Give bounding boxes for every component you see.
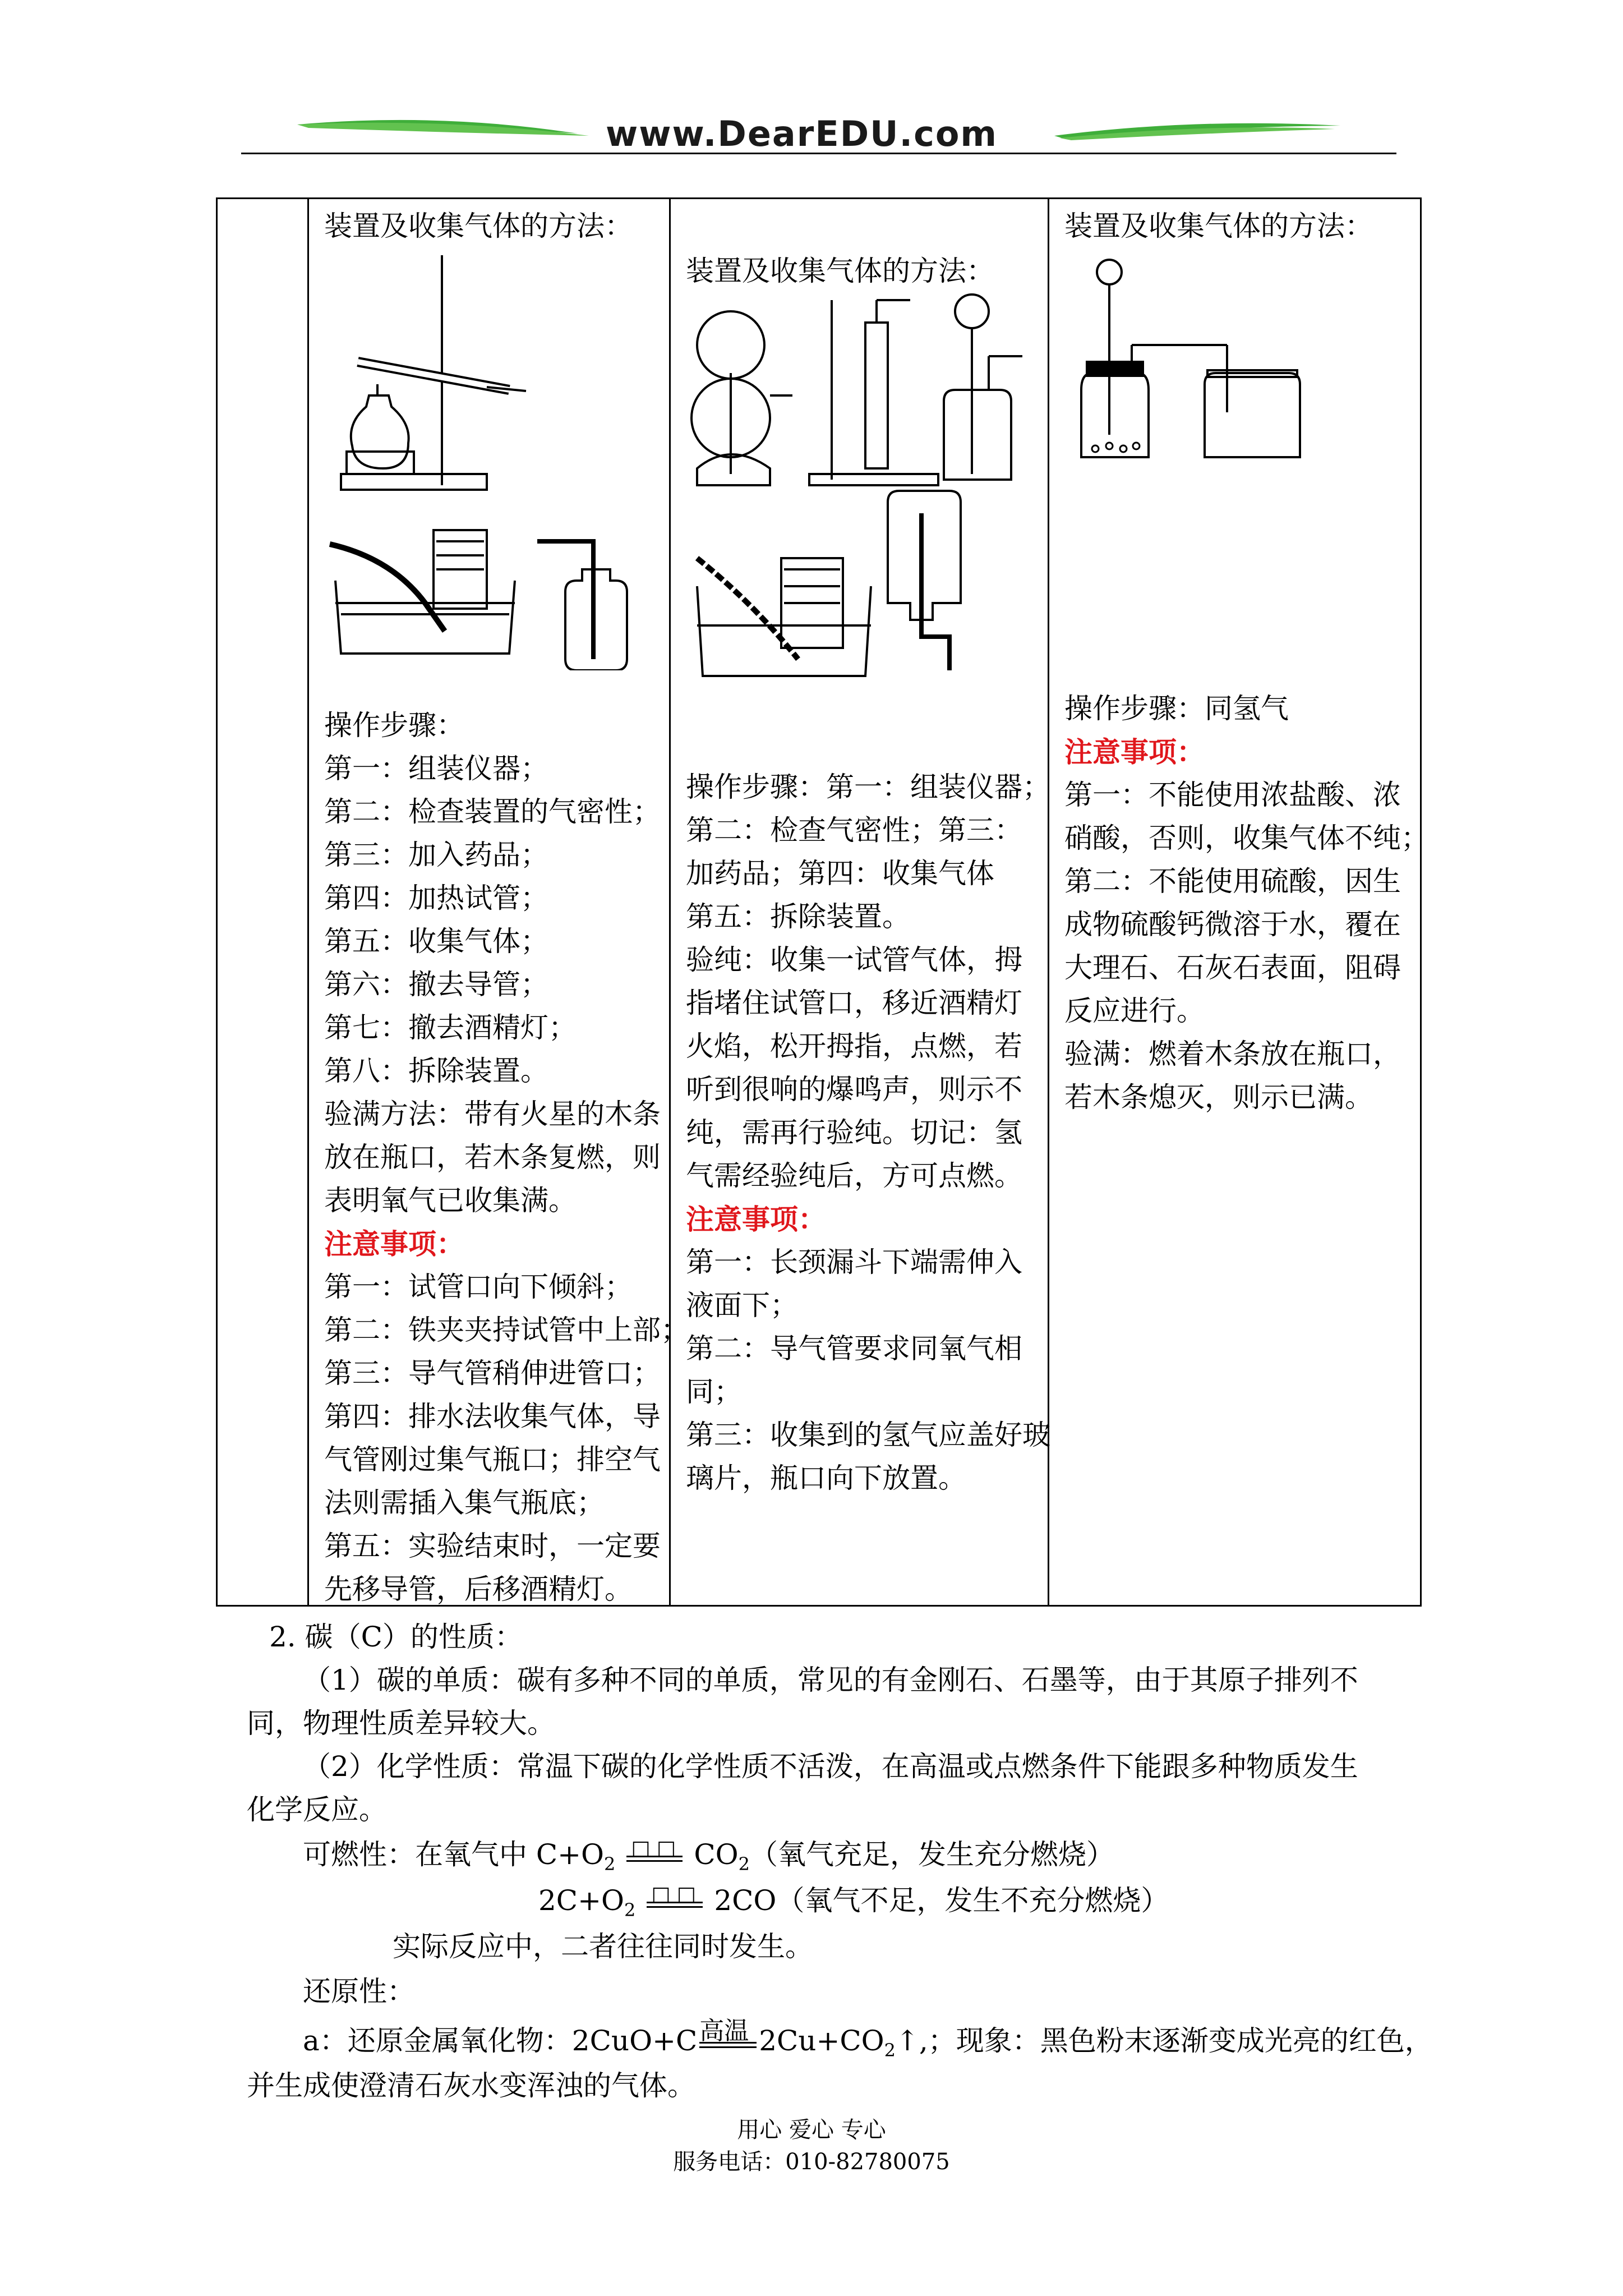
col3-note: 第二：不能使用硫酸，因生 [1064,865,1401,898]
col1-title: 装置及收集气体的方法： [324,210,633,242]
eq3-tail: ↑,；现象：黑色粉末逐渐变成光亮的红色， [896,2024,1433,2057]
equation-combustion-partial [538,1879,1169,1932]
col2-note: 同； [686,1375,742,1408]
col2-purity: 指堵住试管口，移近酒精灯 [686,987,1022,1019]
col1-note: 第二：铁夹夹持试管中上部； [324,1314,689,1346]
eq2-product: 2CO [714,1884,777,1917]
eq1-product: CO [694,1838,739,1871]
hydrogen-apparatus-figure [686,289,1045,726]
col2-note: 第一：长颈漏斗下端需伸入 [686,1246,1022,1278]
col2-note: 第三：收集到的氢气应盖好玻 [686,1419,1050,1451]
eq2-prefix: 2C+O [538,1884,624,1917]
eq1-arrow [615,1837,694,1868]
footer-phone: 服务电话：010-82780075 [673,2149,950,2175]
eq1-condition: □ □ [631,1837,676,1860]
eq2-note: （氧气不足，发生不充分燃烧） [776,1884,1169,1917]
column-divider [307,199,309,1605]
paragraph: 同，物理性质差异较大。 [247,1707,555,1740]
col1-step: 第四：加热试管； [324,882,548,914]
col2-note: 第二：导气管要求同氧气相 [686,1332,1022,1365]
eq1-subscript: 2 [604,1853,616,1875]
eq1-prefix: 可燃性：在氧气中 C+O [303,1838,605,1871]
paragraph: 并生成使澄清石灰水变浑浊的气体。 [247,2069,695,2102]
col2-step: 第二：检查气密性；第三： [686,814,1022,846]
paragraph: 还原性： [303,1975,415,2008]
col1-note: 第三：导气管稍伸进管口； [324,1357,661,1389]
col3-step: 操作步骤：同氢气 [1064,692,1289,725]
col3-note: 大理石、石灰石表面，阻碍 [1064,951,1401,984]
col3-title: 装置及收集气体的方法： [1064,210,1373,242]
eq3-arrow [697,2017,759,2054]
col1-steps-title: 操作步骤： [324,709,464,742]
header-rule [241,153,1396,154]
col3-note: 第一：不能使用浓盐酸、浓 [1064,779,1401,811]
footer-slogan: 用心 爱心 专心 [737,2117,886,2143]
col2-step: 操作步骤：第一：组装仪器； [686,771,1050,803]
col1-step: 第三：加入药品； [324,839,548,871]
col1-note: 气管刚过集气瓶口；排空气 [324,1443,661,1476]
col1-step: 第一：组装仪器； [324,752,548,785]
eq2-arrow [635,1883,714,1914]
eq3-product: 2Cu+CO [759,2024,884,2057]
paragraph: 化学反应。 [247,1793,387,1826]
col1-step: 第六：撤去导管； [324,968,548,1001]
col2-purity: 火焰，松开拇指，点燃，若 [686,1030,1022,1062]
paragraph: （2）化学性质：常温下碳的化学性质不活泼，在高温或点燃条件下能跟多种物质发生 [303,1750,1358,1783]
equation-combustion-full [303,1833,1114,1886]
section-heading: 2. 碳（C）的性质： [269,1621,523,1653]
col3-note: 反应进行。 [1064,995,1205,1027]
eq3-condition: 高温 [699,2017,749,2045]
col2-step: 第五：拆除装置。 [686,900,910,933]
eq1-subscript: 2 [738,1853,750,1875]
col2-note: 液面下； [686,1289,798,1322]
eq3-prefix: a：还原金属氧化物：2CuO+C [303,2024,698,2057]
col2-note: 璃片，瓶口向下放置。 [686,1462,966,1494]
col2-purity: 气需经验纯后，方可点燃。 [686,1159,1022,1192]
brand-logo[interactable]: www.DearEDU.com [606,113,998,154]
col3-notes-title: 注意事项： [1064,735,1205,769]
col1-steps [324,704,689,1611]
col3-note: 成物硫酸钙微溶于水，覆在 [1064,908,1401,941]
col3-steps [1064,687,1429,1119]
paragraph: 实际反应中，二者往往同时发生。 [393,1930,813,1963]
col1-note: 第五：实验结束时，一定要 [324,1530,661,1562]
col2-step: 加药品；第四：收集气体 [686,857,994,890]
col2-purity: 纯，需再行验纯。切记：氢 [686,1116,1022,1149]
col3-check: 若木条熄灭，则示已满。 [1064,1081,1373,1114]
col1-step: 第五：收集气体； [324,925,548,958]
col1-note: 第四：排水法收集气体，导 [324,1400,661,1433]
col1-note: 先移导管，后移酒精灯。 [324,1573,633,1605]
col3-note: 硝酸，否则，收集气体不纯； [1064,822,1429,854]
col1-check: 表明氧气已收集满。 [324,1184,577,1217]
col1-note: 法则需插入集气瓶底； [324,1487,605,1519]
col1-check: 验满方法：带有火星的木条 [324,1098,661,1130]
eq3-subscript: 2 [884,2040,896,2061]
paragraph: （1）碳的单质：碳有多种不同的单质，常见的有金刚石、石墨等，由于其原子排列不 [303,1664,1358,1696]
oxygen-apparatus-figure [324,244,638,670]
eq1-note: （氧气充足，发生充分燃烧） [750,1838,1115,1871]
col2-purity: 听到很响的爆鸣声，则示不 [686,1073,1022,1106]
col1-check: 放在瓶口，若木条复燃，则 [324,1141,661,1174]
col2-purity: 验纯：收集一试管气体，拇 [686,944,1022,976]
eq2-condition: □ □ [651,1883,696,1906]
col3-check: 验满：燃着木条放在瓶口， [1064,1038,1401,1070]
col1-notes-title: 注意事项： [324,1227,464,1260]
col1-step: 第七：撤去酒精灯； [324,1011,577,1044]
gas-preparation-table [216,197,1429,1607]
eq2-subscript: 2 [624,1899,636,1921]
col1-note: 第一：试管口向下倾斜； [324,1271,633,1303]
col2-title: 装置及收集气体的方法： [686,255,994,287]
col1-step: 第二：检查装置的气密性； [324,795,661,828]
col2-notes-title: 注意事项： [686,1203,826,1236]
col2-steps [686,766,1050,1500]
co2-apparatus-figure [1064,244,1412,468]
col1-step: 第八：拆除装置。 [324,1055,548,1087]
